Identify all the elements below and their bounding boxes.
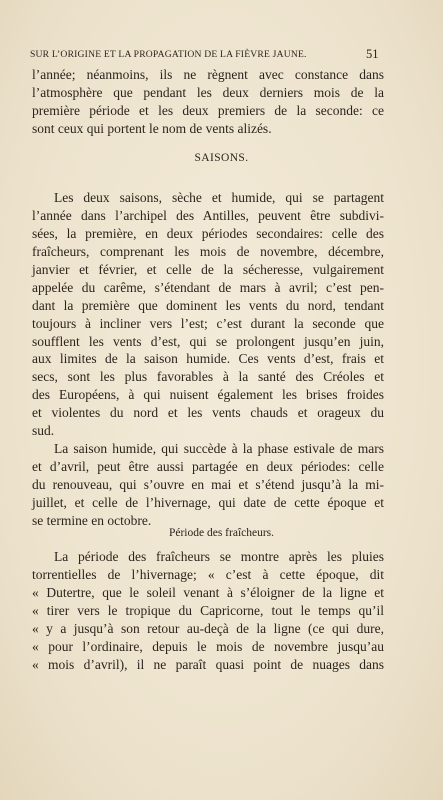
- saisons-section: [32, 189, 384, 530]
- running-header: SUR L’ORIGINE ET LA PROPAGATION DE LA FIÈVRE JAUNE.: [30, 49, 307, 60]
- subsection-heading: Période des fraîcheurs.: [168, 527, 275, 539]
- text-line: Les deux saisons, sèche et humide, qui se partagent: [54, 190, 384, 205]
- text-line: « Dutertre, que le soleil venant à s’éloigner de la ligne et: [32, 584, 384, 600]
- text-line: La saison humide, qui succède à la phase estivale de mars: [54, 441, 384, 457]
- fraicheurs-section: [32, 548, 384, 674]
- text-line: « pour l’ordinaire, depuis le mois de novembre jusqu’au: [32, 638, 384, 654]
- text-line: La période des fraîcheurs se montre après les pluies: [54, 549, 384, 564]
- text-line: juillet, et celle de l’hivernage, qui date de cette époque et: [32, 494, 384, 510]
- text-line: des Européens, à qui nuisent également les brises froides: [32, 387, 384, 403]
- text-line: toujours à incliner vers l’est; c’est durant la seconde que: [32, 315, 384, 331]
- text-line: sud.: [32, 423, 55, 439]
- text-line: dant la première que dominent les vents du nord, tendant: [32, 297, 384, 313]
- text-line: secs, sont les plus favorables à la santé des Créoles et: [32, 369, 384, 385]
- section-heading: SAISONS.: [194, 152, 249, 164]
- text-line: sont ceux qui portent le nom de vents alizés.: [32, 120, 272, 136]
- text-line: première période et les deux premiers de la seconde: ce: [32, 102, 384, 118]
- text-line: torrentielles de l’hivernage; « c’est à cette époque, dit: [32, 566, 384, 582]
- text-line: sées, la première, en deux périodes secondaires: celle des: [32, 225, 384, 241]
- text-line: « mois d’avril), il ne paraît quasi point de nuages dans: [32, 656, 384, 672]
- text-line: l’année; néanmoins, ils ne règnent avec constance dans: [32, 67, 384, 82]
- text-line: l’atmosphère que pendant les deux derniers mois de la: [32, 84, 384, 100]
- intro-paragraph: [32, 66, 384, 138]
- text-line: « y a jusqu’à son retour au-deçà de la ligne (ce qui dure,: [32, 620, 384, 636]
- text-line: « tirer vers le tropique du Capricorne, tout le temps qu’il: [32, 602, 384, 618]
- text-line: et violentes du nord et les vents chauds et orageux du: [32, 405, 384, 421]
- page-number: 51: [366, 47, 379, 61]
- text-line: et d’avril, peut être aussi partagée en deux périodes: celle: [32, 459, 384, 475]
- text-line: l’année dans l’archipel des Antilles, peuvent être subdivi-: [32, 207, 384, 223]
- text-line: se termine en octobre.: [32, 512, 152, 528]
- text-line: du renouveau, qui s’ouvre en mai et s’étend jusqu’à la mi-: [32, 477, 384, 492]
- text-line: appelée du carême, s’étendant de mars à avril; c’est pen-: [32, 279, 384, 295]
- text-line: fraîcheurs, comprenant les mois de novembre, décembre,: [32, 243, 384, 259]
- text-line: soufflent les vents d’est, qui se prolongent jusqu’en juin,: [32, 333, 384, 349]
- text-line: janvier et février, et celle de la sécheresse, vulgairement: [32, 261, 384, 277]
- text-line: aux limites de la saison humide. Ces vents d’est, frais et: [32, 351, 384, 367]
